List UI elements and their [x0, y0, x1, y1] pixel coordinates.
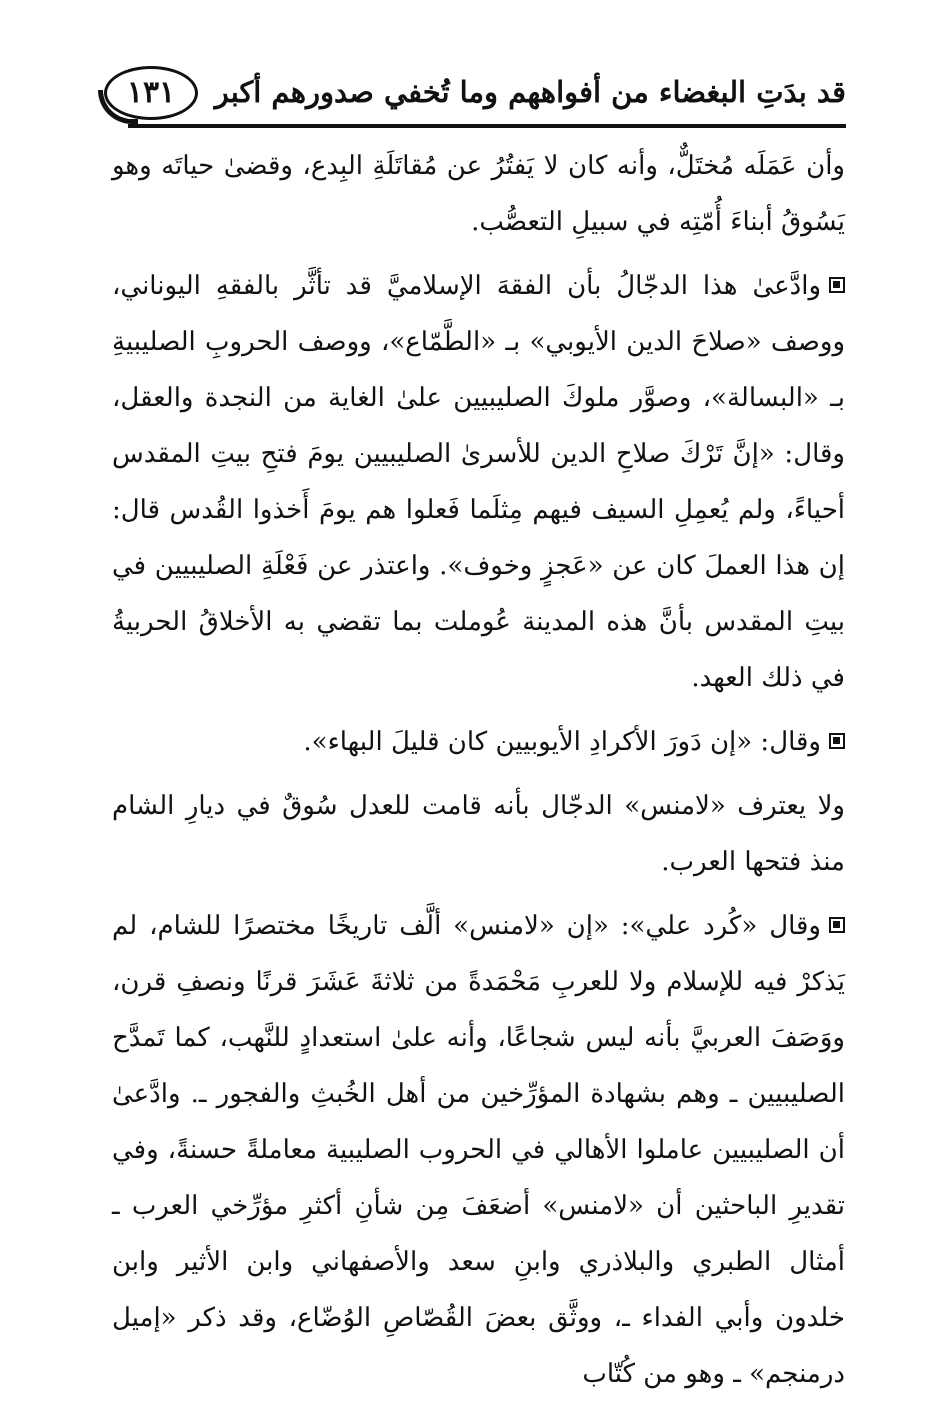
paragraph — [112, 898, 845, 1402]
paragraph-text: وقال: «إن دَورَ الأكرادِ الأيوبيين كان قليلَ البهاء». — [303, 727, 821, 757]
square-bullet-icon — [829, 277, 845, 293]
paragraph — [112, 138, 845, 250]
header-divider — [128, 124, 846, 128]
paragraph-text: وأن عَمَلَه مُختَلٌّ، وأنه كان لا يَفتُرُ عن مُقاتَلَةِ البِدع، وقضىٰ حياتَه وهو يَسُوقُ أبناءَ أُمّتِه في سبيلِ التعصُّب. — [112, 151, 845, 237]
running-title: قد بدَتِ البغضاء من أفواههم وما تُخفي صدورهم أكبر — [214, 75, 846, 109]
page-number: ١٣١ — [126, 75, 176, 110]
square-bullet-icon — [829, 917, 845, 933]
body-text — [112, 138, 845, 1410]
paragraph — [112, 258, 845, 706]
paragraph — [112, 778, 845, 890]
paragraph — [112, 714, 845, 770]
paragraph-text: وقال «كُرد علي»: «إن «لامنس» ألَّف تاريخًا مختصرًا للشام، لم يَذكرْ فيه للإسلام ولا للعربِ مَحْمَدةً من ثلاثةَ عَشَرَ قرنًا ونصفِ قرن، ووَصَفَ العربيَّ بأنه ليس شجاعًا، وأنه علىٰ استعدادٍ للنَّهب، كما تَمدَّح الصليبيين ـ وهم بشهادة المؤرِّخين من أهل الخُبثِ والفجور ـ. وادَّعىٰ أن الصليبيين عاملوا الأهالي في الحروب الصليبية معاملةً حسنةً، وفي تقديرِ الباحثين أن «لامنس» أضعَفَ مِن شأنِ أكثرِ مؤرِّخي العرب ـ أمثال الطبري والبلاذري وابنِ سعد والأصفهاني وابن الأثير وابن خلدون وأبي الفداء ـ، ووثَّق بعضَ القُصّاصِ الوُضّاع، وقد ذكر «إميل درمنجم» ـ وهو من كُتّاب — [112, 911, 845, 1389]
square-bullet-icon — [829, 733, 845, 749]
paragraph-text: وادَّعىٰ هذا الدجّالُ بأن الفقهَ الإسلاميَّ قد تأثَّر بالفقهِ اليوناني، ووصف «صلاحَ الدين الأيوبي» بـ «الطَّمّاع»، ووصف الحروبِ الصليبيةِ بـ «البسالة»، وصوَّر ملوكَ الصليبيين علىٰ الغاية من النجدة والعقل، وقال: «إنَّ تَرْكَ صلاحِ الدين للأسرىٰ الصليبيين يومَ فتحِ بيتِ المقدس أحياءً، ولم يُعمِلِ السيف فيهم مِثلَما فَعلوا هم يومَ أَخذوا القُدس قال: إن هذا العملَ كان عن «عَجزٍ وخوف». واعتذر عن فَعْلَةِ الصليبيين في بيتِ المقدس بأنَّ هذه المدينة عُوملت بما تقضي به الأخلاقُ الحربيةُ في ذلك العهد. — [112, 271, 845, 693]
page-header — [98, 62, 846, 128]
ornament-swoosh — [98, 90, 138, 124]
paragraph-text: ولا يعترف «لامنس» الدجّال بأنه قامت للعدل سُوقٌ في ديارِ الشام منذ فتحها العرب. — [112, 791, 845, 877]
